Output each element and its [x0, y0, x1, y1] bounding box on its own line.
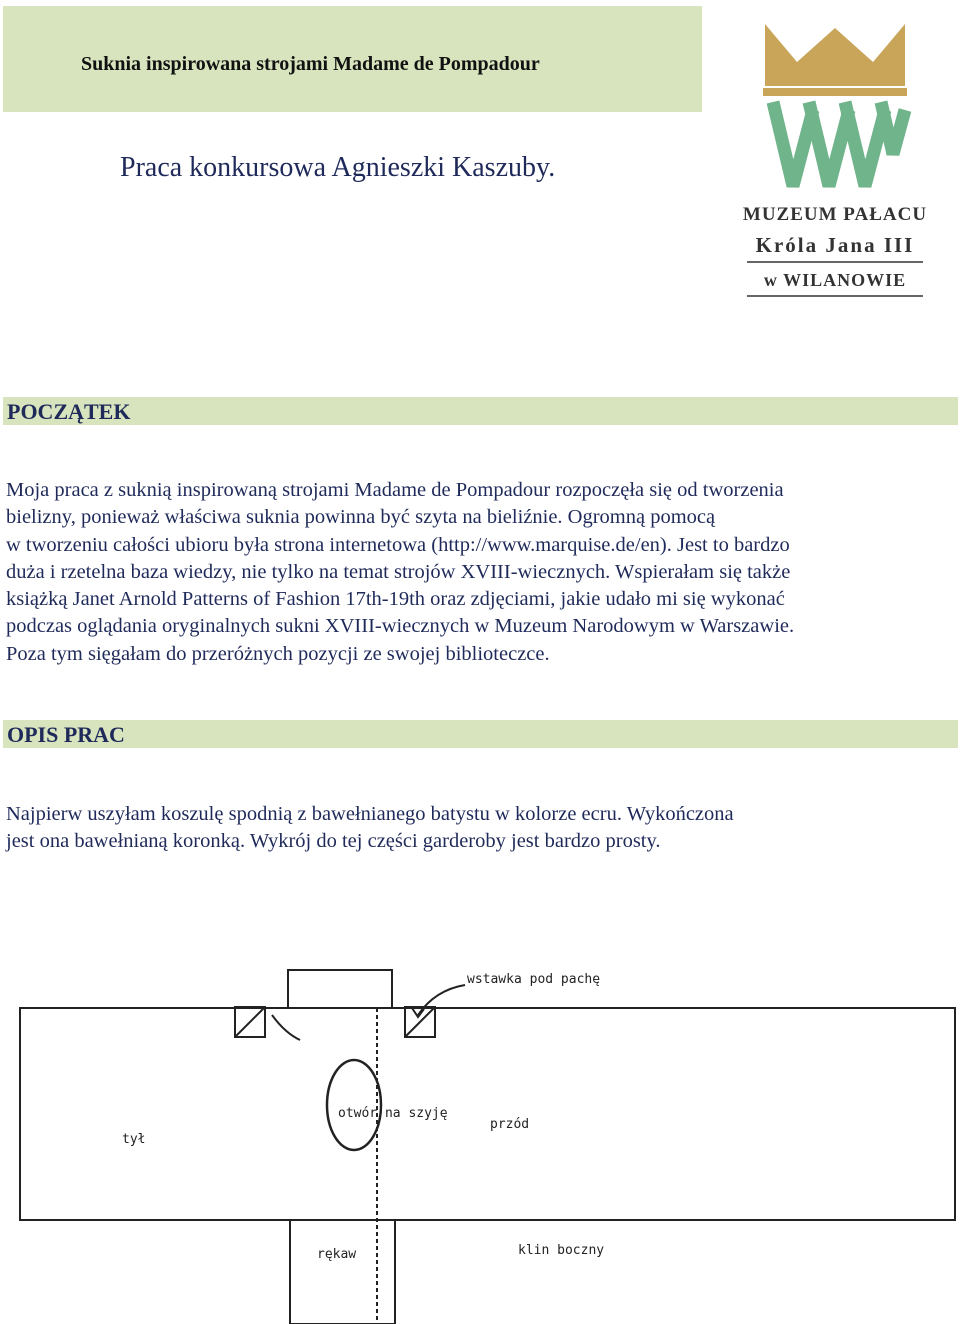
document-title: Suknia inspirowana strojami Madame de Pompadour [81, 53, 540, 75]
logo-w-letters [773, 102, 905, 186]
paragraph-line: Najpierw uszyłam koszulę spodnią z bawełnianego batystu w kolorze ecru. Wykończona [6, 803, 734, 825]
label-side: klin boczny [518, 1243, 605, 1258]
document-subtitle: Praca konkursowa Agnieszki Kaszuby. [120, 152, 556, 183]
neck-opening [327, 1060, 381, 1150]
paragraph-poczatek [6, 477, 946, 668]
label-neck: otwór na szyję [338, 1106, 448, 1121]
section-header-opis-prac [3, 720, 958, 748]
logo-line-2: Króla Jana III [755, 233, 915, 257]
logo-crown [765, 24, 905, 86]
label-sleeve: rękaw [317, 1247, 357, 1262]
logo-line-3: w WILANOWIE [763, 270, 907, 290]
pattern-body [20, 1008, 955, 1220]
paragraph-line: w tworzeniu całości ubioru była strona internetowa (http://www.marquise.de/en). Jest to bardzo [6, 533, 790, 556]
pattern-top-piece [288, 970, 392, 1008]
paragraph-line: Moja praca z suknią inspirowaną strojami Madame de Pompadour rozpoczęła się od tworzenia [6, 479, 784, 501]
header-box [3, 6, 702, 112]
logo-line-1: MUZEUM PAŁACU [742, 204, 928, 225]
chemise-pattern-diagram [10, 945, 960, 1324]
paragraph-line: książką Janet Arnold Patterns of Fashion 17th-19th oraz zdjęciami, jakie udało mi się wykonać [6, 588, 785, 611]
section-header-poczatek [3, 397, 958, 425]
paragraph-line: Poza tym sięgałam do przeróżnych pozycji ze swojej biblioteczce. [6, 642, 550, 665]
label-front: przód [490, 1117, 530, 1132]
museum-logo [735, 14, 935, 304]
paragraph-line: duża i rzetelna baza wiedzy, nie tylko na temat strojów XVIII-wiecznych. Wspierałam się także [6, 560, 791, 583]
paragraph-opis-prac [6, 801, 946, 856]
section-title: POCZĄTEK [7, 399, 131, 424]
paragraph-line: jest ona bawełnianą koronką. Wykrój do tej części garderoby jest bardzo prosty. [6, 830, 661, 853]
gusset-arrow [418, 985, 465, 1015]
pattern-sleeve-piece [290, 1220, 395, 1324]
section-title: OPIS PRAC [7, 722, 125, 747]
logo-crown-band [763, 88, 907, 96]
label-gusset: wstawka pod pachę [467, 972, 601, 987]
label-back: tył [122, 1132, 146, 1147]
paragraph-line: podczas oglądania oryginalnych sukni XVIII-wiecznych w Muzeum Narodowym w Warszawie. [6, 615, 795, 638]
paragraph-line: bielizny, ponieważ właściwa suknia powinna być szyta na bieliźnie. Ogromną pomocą [6, 506, 716, 529]
